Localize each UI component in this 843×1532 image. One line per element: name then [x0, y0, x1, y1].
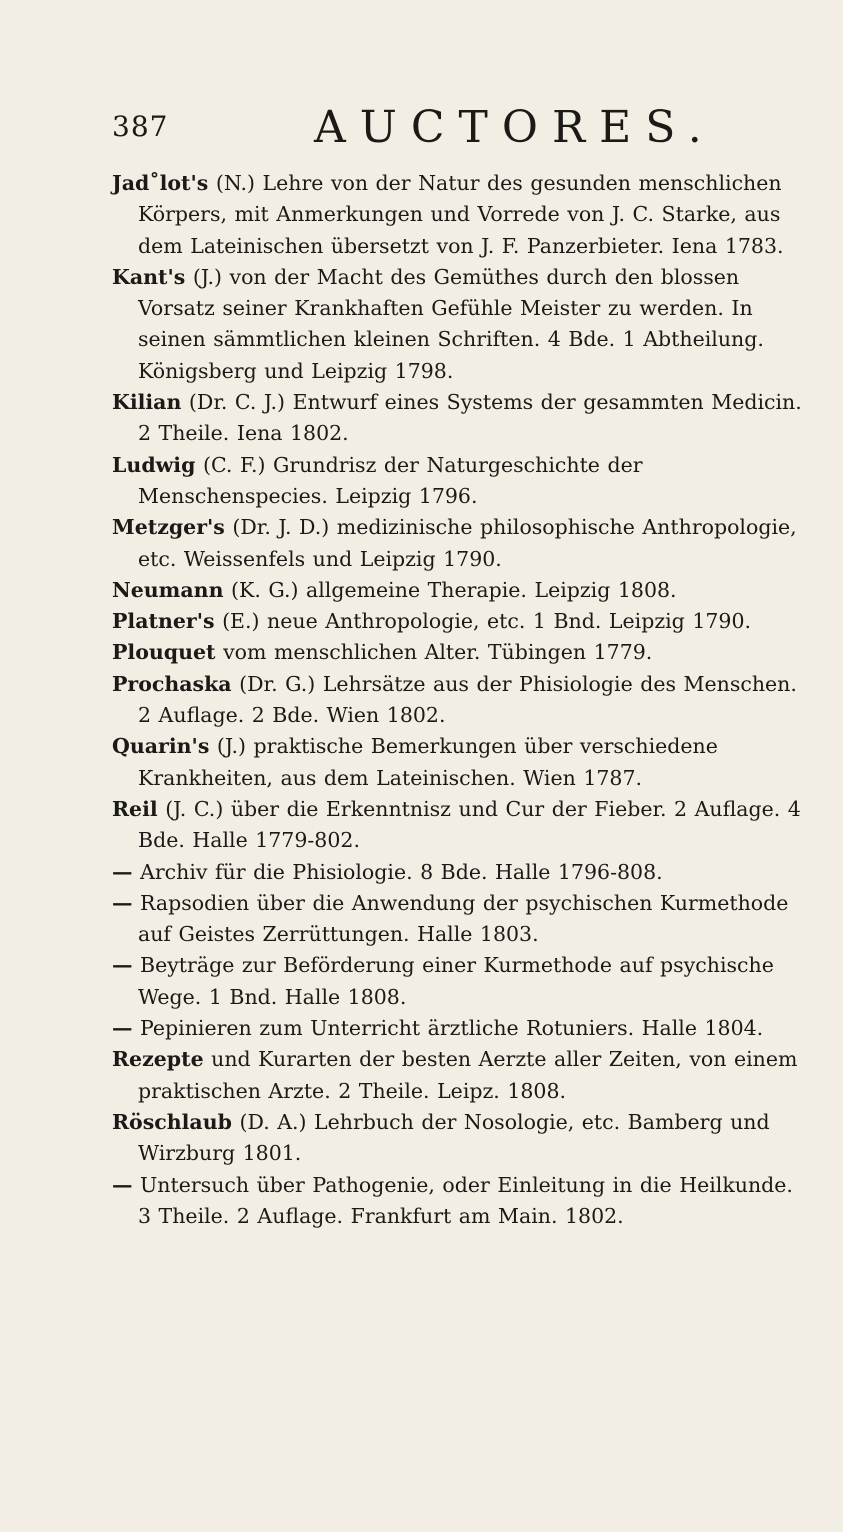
entry-text: (E.) neue Anthropologie, etc. 1 Bnd. Leipzig 1790.	[222, 609, 752, 634]
entry-text: (J.) von der Macht des Gemüthes durch den blossen Vorsatz seiner Krankhaften Gefühle Meister zu werden. In seinen sämmtlichen kleinen Schriften. 4 Bde. 1 Abtheilung. Königsberg und Leipzig 1798.	[138, 264, 764, 383]
entry-text: (N.) Lehre von der Natur des gesunden menschlichen Körpers, mit Anmerkungen und Vorrede von J. C. Starke, aus dem Lateinischen übersetzt von J. F. Panzerbieter. Iena 1783.	[138, 171, 784, 258]
entry-text: (J.) praktische Bemerkungen über verschiedene Krankheiten, aus dem Lateinischen. Wien 1787.	[138, 734, 718, 790]
bibliography-entry	[112, 1013, 812, 1044]
entry-author: —	[112, 859, 133, 884]
bibliography-entry	[112, 637, 812, 668]
entry-author: Neumann	[112, 577, 224, 602]
entry-author: Platner's	[112, 609, 215, 634]
entry-text: Untersuch über Pathogenie, oder Einleitung in die Heilkunde. 3 Theile. 2 Auflage. Frankfurt am Main. 1802.	[138, 1172, 793, 1228]
entry-author: Röschlaub	[112, 1109, 232, 1134]
entry-text: vom menschlichen Alter. Tübingen 1779.	[223, 640, 653, 665]
page-number: 387	[112, 110, 169, 143]
entry-text: Pepinieren zum Unterricht ärztliche Rotuniers. Halle 1804.	[140, 1016, 764, 1041]
entry-author: Quarin's	[112, 734, 210, 759]
entry-text: (C. F.) Grundrisz der Naturgeschichte der Menschenspecies. Leipzig 1796.	[138, 452, 643, 508]
bibliography-entry	[112, 1044, 812, 1107]
entry-author: —	[112, 953, 133, 978]
entry-text: (Dr. C. J.) Entwurf eines Systems der gesammten Medicin. 2 Theile. Iena 1802.	[138, 390, 802, 446]
entry-author: Kant's	[112, 264, 186, 289]
entry-text: (Dr. G.) Lehrsätze aus der Phisiologie des Menschen. 2 Auflage. 2 Bde. Wien 1802.	[138, 671, 797, 728]
entry-author: Kilian	[112, 390, 182, 415]
bibliography-list	[112, 168, 812, 1232]
bibliography-entry	[112, 950, 812, 1013]
entry-text: (K. G.) allgemeine Therapie. Leipzig 1808.	[231, 577, 677, 602]
entry-author: —	[112, 1172, 133, 1197]
bibliography-entry	[112, 857, 812, 888]
entry-text: und Kurarten der besten Aerzte aller Zeiten, von einem praktischen Arzte. 2 Theile. Leipz. 1808.	[138, 1047, 798, 1103]
entry-text: (Dr. J. D.) medizinische philosophische Anthropologie, etc. Weissenfels und Leipzig 1790.	[138, 515, 797, 571]
bibliography-entry	[112, 731, 812, 794]
running-head: AUCTORES.	[314, 102, 716, 153]
bibliography-entry	[112, 669, 812, 732]
entry-author: —	[112, 890, 133, 915]
entry-author: Reil	[112, 796, 158, 821]
entry-author: Plouquet	[112, 640, 216, 665]
entry-author: Prochaska	[112, 671, 232, 696]
entry-author: —	[112, 1016, 133, 1041]
bibliography-entry	[112, 387, 812, 450]
entry-text: Beyträge zur Beförderung einer Kurmethode auf psychische Wege. 1 Bnd. Halle 1808.	[138, 953, 774, 1009]
entry-text: (D. A.) Lehrbuch der Nosologie, etc. Bamberg und Wirzburg 1801.	[138, 1109, 770, 1166]
page-header	[92, 96, 812, 156]
bibliography-entry	[112, 262, 812, 387]
bibliography-entry	[112, 575, 812, 606]
bibliography-entry	[112, 794, 812, 857]
bibliography-entry	[112, 1107, 812, 1170]
bibliography-entry	[112, 168, 812, 262]
entry-text: Rapsodien über die Anwendung der psychischen Kurmethode auf Geistes Zerrüttungen. Halle 1803.	[138, 890, 789, 947]
bibliography-entry	[112, 450, 812, 513]
entry-text: Archiv für die Phisiologie. 8 Bde. Halle 1796-808.	[140, 859, 663, 884]
bibliography-entry	[112, 888, 812, 951]
bibliography-entry	[112, 1170, 812, 1233]
bibliography-entry	[112, 512, 812, 575]
entry-author: Rezepte	[112, 1047, 204, 1072]
entry-text: (J. C.) über die Erkenntnisz und Cur der Fieber. 2 Auflage. 4 Bde. Halle 1779-802.	[138, 796, 801, 853]
entry-author: Metzger's	[112, 515, 225, 540]
entry-author: Ludwig	[112, 452, 196, 477]
entry-author: Jad˚lot's	[112, 171, 209, 195]
bibliography-entry	[112, 606, 812, 637]
